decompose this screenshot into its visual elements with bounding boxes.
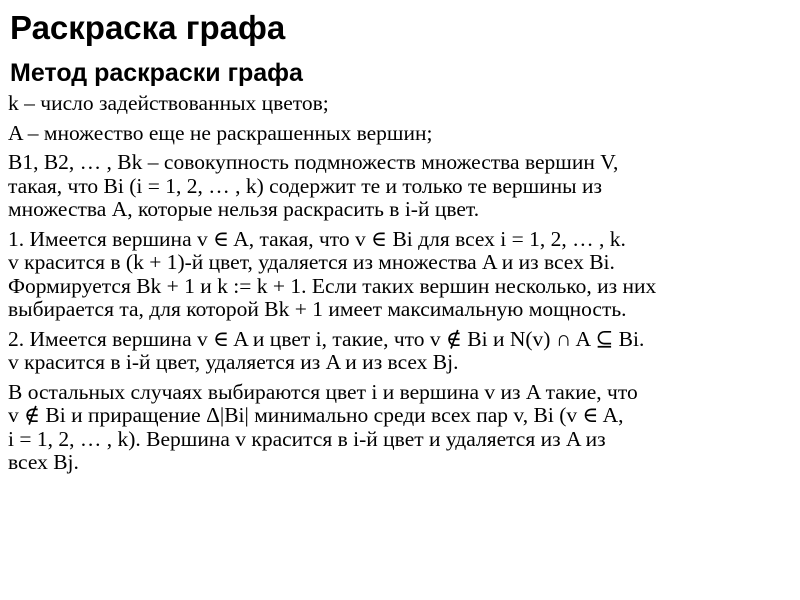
rule-1-line: Формируется Bk + 1 и k := k + 1. Если таких вершин несколько, из них [8,273,657,298]
rule-2 [8,328,790,375]
definition-b [8,151,790,222]
rule-2-line: 2. Имеется вершина v ∈ A и цвет i, такие, что v ∉ Bi и N(v) ∩ A ⊆ Bi. [8,326,645,351]
rule-3 [8,381,790,475]
rule-3-line: В остальных случаях выбираются цвет i и вершина v из A такие, что [8,379,638,404]
definition-k: k – число задействованных цветов; [8,91,329,115]
rule-3-line: i = 1, 2, … , k). Вершина v красится в i-й цвет и удаляется из A из [8,426,606,451]
definition-b-line: множества A, которые нельзя раскрасить в i-й цвет. [8,197,480,221]
section-heading: Метод раскраски графа [10,59,303,87]
rule-1-line: v красится в (k + 1)-й цвет, удаляется из множества A и из всех Bi. [8,250,615,274]
definition-b-line: такая, что Bi (i = 1, 2, … , k) содержит те и только те вершины из [8,173,603,198]
definition-b-line: B1, B2, … , Bk – совокупность подмножеств множества вершин V, [8,150,619,174]
rule-1 [8,228,790,322]
slide-body [8,92,790,475]
rule-1-line: 1. Имеется вершина v ∈ A, такая, что v ∈ Bi для всех i = 1, 2, … , k. [8,226,626,251]
slide-title: Раскраска графа [10,9,286,46]
rule-3-line: всех Bj. [8,450,79,474]
definition-a: A – множество еще не раскрашенных вершин; [8,120,433,145]
rule-2-line: v красится в i-й цвет, удаляется из A и из всех Bj. [8,350,459,374]
rule-3-line: v ∉ Bi и приращение Δ|Bi| минимально среди всех пар v, Bi (v ∈ A, [8,403,624,427]
rule-1-line: выбирается та, для которой Bk + 1 имеет максимальную мощность. [8,297,627,321]
